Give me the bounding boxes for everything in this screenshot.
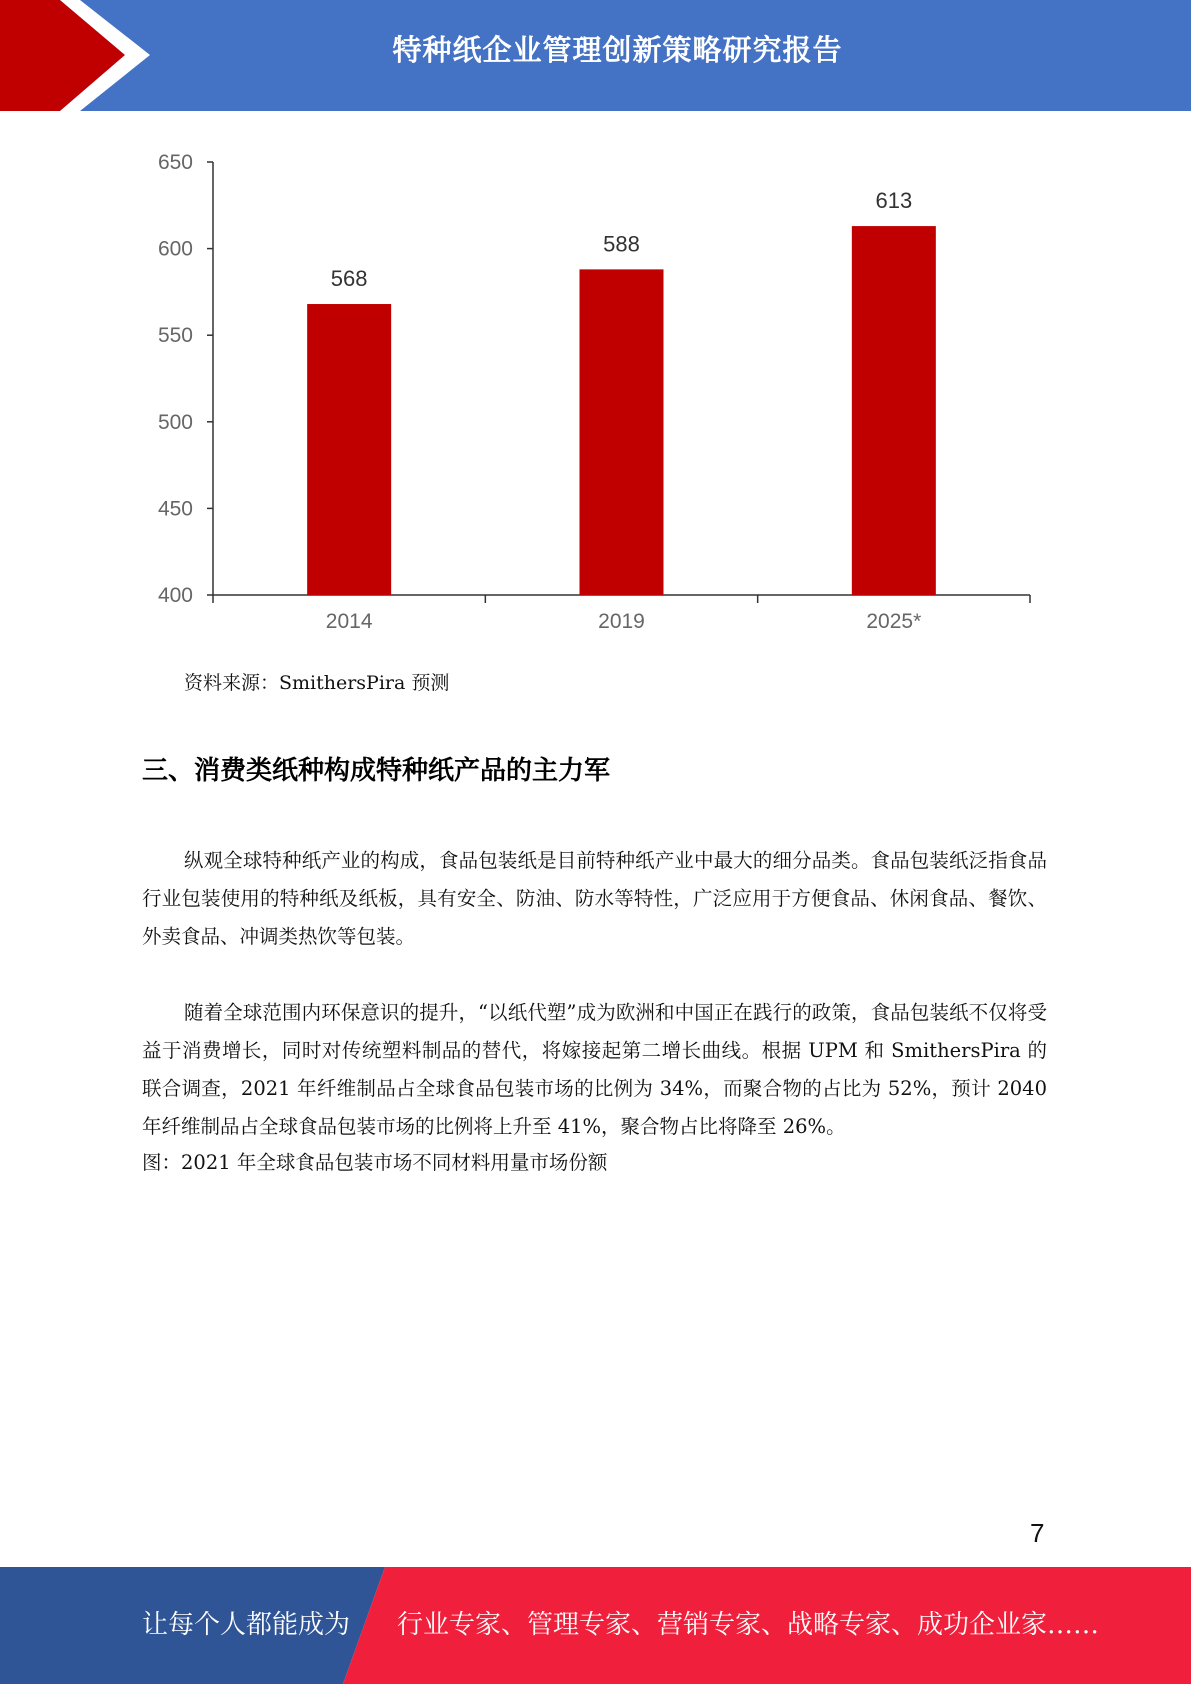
footer-slogan-left: 让每个人都能成为 — [142, 1610, 351, 1640]
x-tick-label: 2014 — [325, 610, 373, 633]
page-footer — [0, 1567, 1191, 1684]
page-number: 7 — [1030, 1518, 1045, 1548]
chart-source-note: 资料来源：SmithersPira 预测 — [184, 672, 450, 694]
bar-2014 — [307, 304, 391, 595]
x-tick-label: 2025* — [866, 610, 922, 633]
bar-2019 — [580, 269, 664, 595]
page-header — [0, 0, 1191, 111]
bar-chart — [140, 140, 1040, 640]
data-label: 568 — [330, 266, 368, 292]
y-tick-label: 550 — [157, 324, 193, 348]
x-tick-label: 2019 — [598, 610, 645, 633]
bar-2025 — [852, 226, 936, 595]
footer-slogan-right: 行业专家、管理专家、营销专家、战略专家、成功企业家…… — [397, 1610, 1100, 1640]
header-title: 特种纸企业管理创新策略研究报告 — [392, 33, 843, 67]
paragraph-1: 纵观全球特种纸产业的构成，食品包装纸是目前特种纸产业中最大的细分品类。食品包装纸泛指食品行业包装使用的特种纸及纸板，具有安全、防油、防水等特性，广泛应用于方便食品、休闲食品、餐饮、外卖食品、冲调类热饮等包装。 — [142, 849, 1047, 948]
data-label: 613 — [875, 188, 913, 214]
section-heading: 三、消费类纸种构成特种纸产品的主力军 — [142, 756, 611, 786]
paragraph-2: 随着全球范围内环保意识的提升，“以纸代塑”成为欧洲和中国正在践行的政策，食品包装纸不仅将受益于消费增长，同时对传统塑料制品的替代，将嫁接起第二增长曲线。根据 UPM 和 SmithersPira 的联合调查，2021 年纤维制品占全球食品包装市场的比例为 34%，而聚合物的占比为 52%，预计 2040 年纤维制品占全球食品包装市场的比例将上升至 41%，聚合物占比将降至 26%。 — [142, 1001, 1047, 1138]
y-tick-label: 500 — [157, 410, 193, 434]
y-tick-label: 650 — [157, 151, 193, 174]
y-tick-label: 450 — [157, 497, 193, 521]
figure-caption: 图：2021 年全球食品包装市场不同材料用量市场份额 — [142, 1151, 608, 1174]
data-label: 588 — [603, 231, 640, 257]
y-tick-label: 600 — [157, 237, 193, 261]
y-tick-label: 400 — [157, 584, 193, 607]
